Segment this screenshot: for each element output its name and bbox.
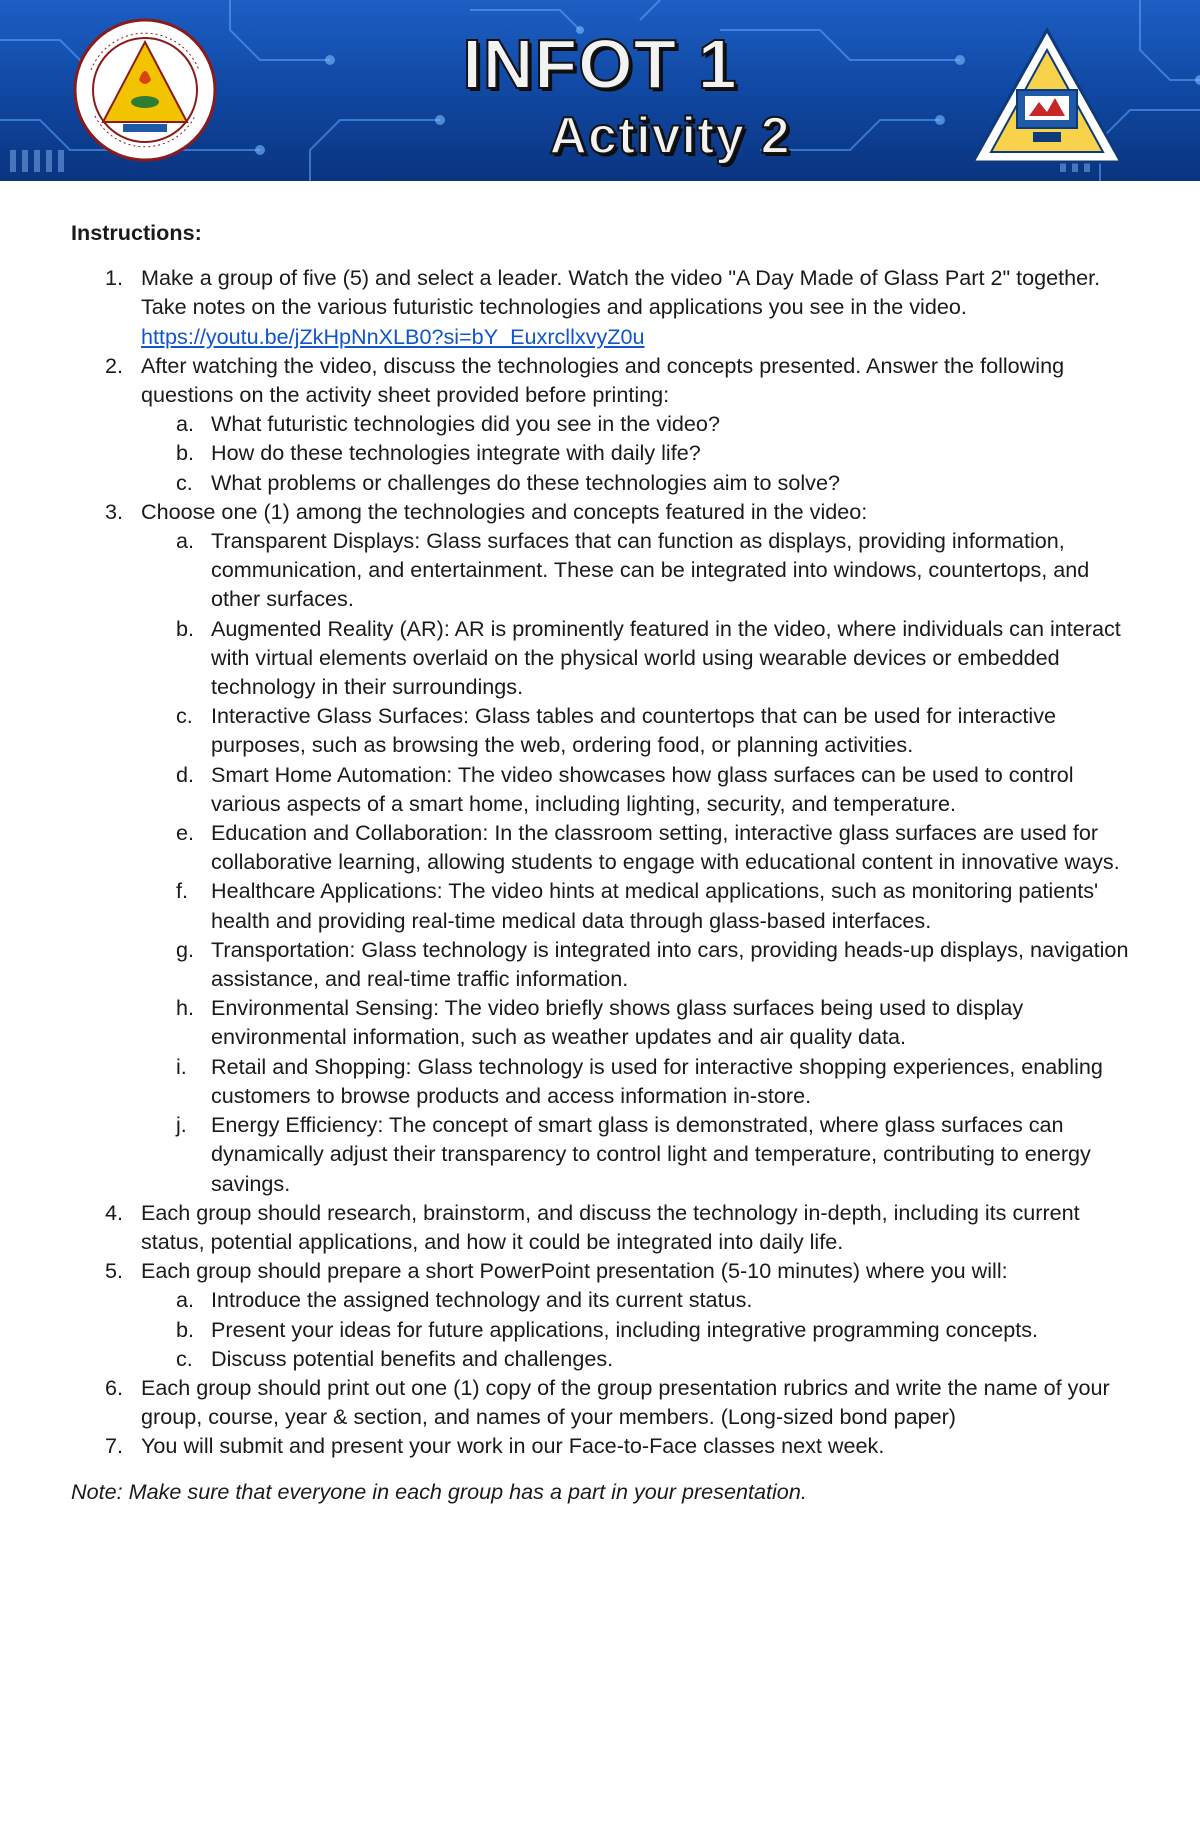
sub-item: [141, 409, 1131, 438]
item-number: 3.: [105, 498, 124, 524]
item-number: 2.: [105, 352, 124, 378]
sub-letter: f.: [176, 878, 188, 904]
sub-text: Interactive Glass Surfaces: Glass tables and countertops that can be used for interactive purposes, such as browsing the web, ordering food, or planning activities.: [211, 703, 1057, 758]
instruction-item-2: [71, 351, 1131, 409]
sub-item: [141, 760, 1131, 818]
sub-letter: c.: [176, 1345, 193, 1371]
sub-text: What futuristic technologies did you see in the video?: [211, 411, 720, 437]
instructions-list: [71, 263, 1131, 1460]
presentation-note: Note: Make sure that everyone in each group has a part in your presentation.: [71, 1478, 807, 1504]
sub-letter: h.: [176, 995, 195, 1021]
sub-item: [141, 701, 1131, 759]
instructions-heading: Instructions:: [71, 220, 202, 245]
sub-text: Present your ideas for future applications, including integrative programming concepts.: [211, 1316, 1039, 1342]
instructions-section: [71, 218, 1131, 1506]
header-banner: [0, 0, 1200, 181]
sub-item: [141, 1110, 1131, 1198]
sub-item: [141, 1285, 1131, 1314]
item-number: 6.: [105, 1374, 124, 1400]
sub-text: Education and Collaboration: In the classroom setting, interactive glass surfaces are used for collaborative learning, allowing students to engage with educational content in innovative ways.: [211, 820, 1120, 875]
sub-item: [141, 1344, 1131, 1373]
sub-item: [141, 468, 1131, 497]
item-text: Each group should print out one (1) copy of the group presentation rubrics and write the name of your group, course, year & section, and names of your members. (Long-sized bond paper): [141, 1374, 1110, 1430]
sub-letter: b.: [176, 440, 195, 466]
item-number: 5.: [105, 1258, 124, 1284]
sub-letter: a.: [176, 1287, 195, 1313]
item-number: 7.: [105, 1433, 124, 1459]
sub-text: Energy Efficiency: The concept of smart glass is demonstrated, where glass surfaces can dynamically adjust their transparency to control light and temperature, contributing to energy savings.: [211, 1112, 1091, 1196]
instruction-5-subitems: [71, 1285, 1131, 1373]
sub-text: Transportation: Glass technology is integrated into cars, providing heads-up displays, navigation assistance, and real-time traffic information.: [211, 936, 1129, 992]
item-text: Each group should prepare a short PowerPoint presentation (5-10 minutes) where you will:: [141, 1258, 1008, 1284]
sub-letter: a.: [176, 411, 195, 437]
item-number: 1.: [105, 265, 124, 291]
instruction-3-subitems: [71, 526, 1131, 1198]
instruction-item-4: [71, 1198, 1131, 1256]
sub-text: Retail and Shopping: Glass technology is used for interactive shopping experiences, enabling customers to browse products and access information in-store.: [211, 1053, 1103, 1108]
item-text: Choose one (1) among the technologies and concepts featured in the video:: [141, 498, 868, 524]
instruction-item-6: [71, 1373, 1131, 1431]
sub-letter: c.: [176, 469, 193, 495]
sub-text: Environmental Sensing: The video briefly shows glass surfaces being used to display environmental information, such as weather updates and air quality data.: [211, 995, 1024, 1050]
college-of-computer-studies-seal-icon: [969, 26, 1125, 166]
sub-text: Introduce the assigned technology and its current status.: [211, 1287, 753, 1313]
sub-letter: a.: [176, 528, 195, 554]
sub-text: What problems or challenges do these technologies aim to solve?: [211, 469, 840, 495]
sub-item: [141, 1315, 1131, 1344]
sub-letter: d.: [176, 761, 195, 787]
sub-letter: j.: [176, 1112, 187, 1138]
sub-item: [141, 1052, 1131, 1110]
instruction-2-subitems: [71, 409, 1131, 497]
item-text: Each group should research, brainstorm, and discuss the technology in-depth, including its current status, potential applications, and how it could be integrated into daily life.: [141, 1199, 1080, 1254]
video-link[interactable]: https://youtu.be/jZkHpNnXLB0?si=bY_EuxrcllxvyZ0u: [141, 323, 645, 349]
course-title: INFOT 1: [462, 25, 738, 103]
sub-item: [141, 526, 1131, 614]
sub-item: [141, 818, 1131, 876]
sub-text: Transparent Displays: Glass surfaces that can function as displays, providing information, communication, and entertainment. These can be integrated into windows, countertops, and other surfaces.: [211, 528, 1090, 612]
sub-text: Healthcare Applications: The video hints at medical applications, such as monitoring patients' health and providing real-time medical data through glass-based interfaces.: [211, 878, 1099, 933]
sub-item: [141, 993, 1131, 1051]
sub-letter: e.: [176, 820, 195, 846]
sub-item: [141, 438, 1131, 467]
sub-text: Smart Home Automation: The video showcases how glass surfaces can be used to control various aspects of a smart home, including lighting, security, and temperature.: [211, 761, 1074, 816]
instruction-item-3: [71, 497, 1131, 526]
item-text: After watching the video, discuss the technologies and concepts presented. Answer the following questions on the activity sheet provided before printing:: [141, 352, 1065, 408]
instruction-item-5: [71, 1256, 1131, 1285]
sub-letter: b.: [176, 1316, 195, 1342]
item-text: Make a group of five (5) and select a leader. Watch the video "A Day Made of Glass Part 2" together. Take notes on the various futuristic technologies and applications you see in the video.: [141, 265, 1101, 320]
sub-letter: g.: [176, 936, 195, 962]
sub-letter: i.: [176, 1053, 187, 1079]
item-text: You will submit and present your work in our Face-to-Face classes next week.: [141, 1433, 885, 1459]
sub-text: How do these technologies integrate with daily life?: [211, 440, 701, 466]
item-number: 4.: [105, 1199, 124, 1225]
sub-letter: c.: [176, 703, 193, 729]
sub-letter: b.: [176, 615, 195, 641]
instruction-item-7: [71, 1431, 1131, 1460]
sub-text: Augmented Reality (AR): AR is prominently featured in the video, where individuals can interact with virtual elements overlaid on the physical world using wearable devices or embedded technology in their surroundings.: [211, 615, 1121, 700]
activity-title: Activity 2: [549, 107, 791, 165]
sub-item: [141, 614, 1131, 702]
sub-item: [141, 935, 1131, 993]
sub-item: [141, 876, 1131, 934]
instruction-item-1: [71, 263, 1131, 351]
sub-text: Discuss potential benefits and challenges.: [211, 1345, 614, 1371]
